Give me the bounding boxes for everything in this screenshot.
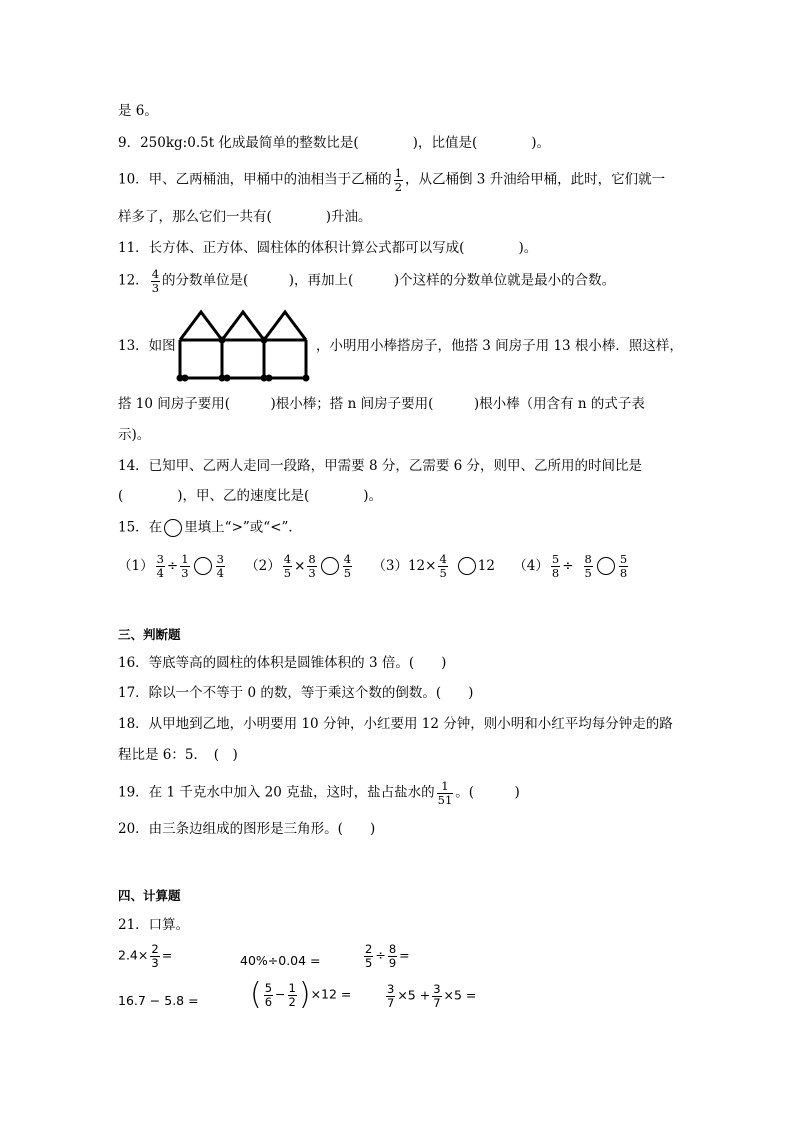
question-13-b: ，小明用小棒搭房子，他搭 3 间房子用 13 根小棒．照这样，	[316, 338, 683, 354]
calc-6: $\frac{3}{7}$ ×5 + $\frac{3}{7}$ ×5 =	[387, 982, 477, 1010]
question-17: 17．除以一个不等于 0 的数，等于乘这个数的倒数。( )	[118, 685, 474, 701]
calc-2: 40%÷0.04 =	[240, 953, 321, 968]
item-1: （1） $\frac{3}{4}$ ÷ $\frac{1}{3}$ $\frac{3}{4}$	[118, 552, 224, 580]
question-21: 21．口算。	[118, 917, 190, 933]
q12-text: 的分数单位是( )，再加上( )个这样的分数单位就是最小的合数。	[162, 272, 616, 289]
compare-circle-icon[interactable]	[194, 557, 212, 575]
q10-text-a: 10．甲、乙两桶油，甲桶中的油相当于乙桶的	[118, 171, 392, 188]
roof-1	[180, 312, 222, 340]
question-18-b: 程比是 6：5． ( )	[118, 747, 238, 763]
q12-number: 12．	[118, 272, 149, 289]
calc-3: $\frac{2}{5}$ ÷ $\frac{8}{9}$ =	[365, 942, 410, 970]
item-3: （3）12× $\frac{4}{5}$ 12	[372, 552, 495, 580]
q15-text-a: 15．在	[118, 519, 163, 536]
question-10-cont: 样多了，那么它们一共有( )升油。	[118, 209, 372, 225]
item-4: （4） $\frac{5}{8}$ ÷ $\frac{8}{5}$ $\frac{5}{8}$	[513, 552, 628, 580]
question-9: 9．250kg:0.5t 化成最简单的整数比是( )，比值是( )。	[118, 135, 550, 151]
question-11: 11．长方体、正方体、圆柱体的体积计算公式都可以写成( )。	[118, 240, 538, 256]
calc-5: ( $\frac{5}{6}$ − $\frac{1}{2}$ )×12 =	[250, 977, 352, 1012]
item-2: （2） $\frac{4}{5}$ × $\frac{8}{3}$ $\frac{4}{5}$	[245, 552, 352, 580]
compare-circle-icon[interactable]	[458, 557, 476, 575]
q15-text-b: 里填上“>”或“<”．	[184, 519, 302, 536]
matchstick-houses-figure	[174, 306, 320, 386]
q19-text-b: 。( )	[455, 784, 520, 801]
question-12	[118, 268, 615, 294]
question-14-a: 14．已知甲、乙两人走同一段路，甲需要 8 分，乙需要 6 分，则甲、乙所用的时间比是	[118, 458, 643, 474]
question-10	[118, 167, 665, 193]
question-13-a: 13．如图	[118, 338, 176, 354]
calc-4: 16.7 − 5.8 =	[118, 993, 199, 1008]
question-14-b: ( )，甲、乙的速度比是( )。	[118, 488, 383, 504]
question-20: 20．由三条边组成的图形是三角形。( )	[118, 821, 376, 837]
q19-text-a: 19．在 1 千克水中加入 20 克盐，这时，盐占盐水的	[118, 784, 435, 801]
roof-3	[264, 312, 306, 340]
roof-2	[222, 312, 264, 340]
section-4-heading: 四、计算题	[118, 888, 181, 903]
question-18-a: 18．从甲地到乙地，小明要用 10 分钟，小红要用 12 分钟，则小明和小红平均每分钟走的路	[118, 716, 673, 732]
question-16: 16．等底等高的圆柱的体积是圆锥体积的 3 倍。( )	[118, 655, 447, 671]
circle-blank-icon	[164, 519, 182, 537]
question-13-d: 示)。	[118, 427, 151, 443]
question-19	[118, 780, 520, 806]
compare-circle-icon[interactable]	[321, 557, 339, 575]
calc-1: 2.4× $\frac{2}{3}$ =	[118, 942, 173, 970]
fraction-4-3: $\frac{4}{3}$	[151, 267, 160, 295]
compare-circle-icon[interactable]	[597, 557, 615, 575]
question-15	[118, 519, 302, 537]
fraction-1-2: $\frac{1}{2}$	[394, 166, 403, 194]
fraction-1-51: $\frac{1}{51}$	[437, 779, 453, 807]
section-3-heading: 三、判断题	[118, 627, 181, 642]
question-15-items	[118, 553, 630, 579]
q10-text-b: ，从乙桶倒 3 升油给甲桶，此时，它们就一	[405, 171, 666, 188]
question-13-c: 搭 10 间房子要用( )根小棒；搭 n 间房子要用( )根小棒（用含有 n 的式子表	[118, 396, 645, 412]
line-continuation: 是 6。	[118, 103, 158, 119]
